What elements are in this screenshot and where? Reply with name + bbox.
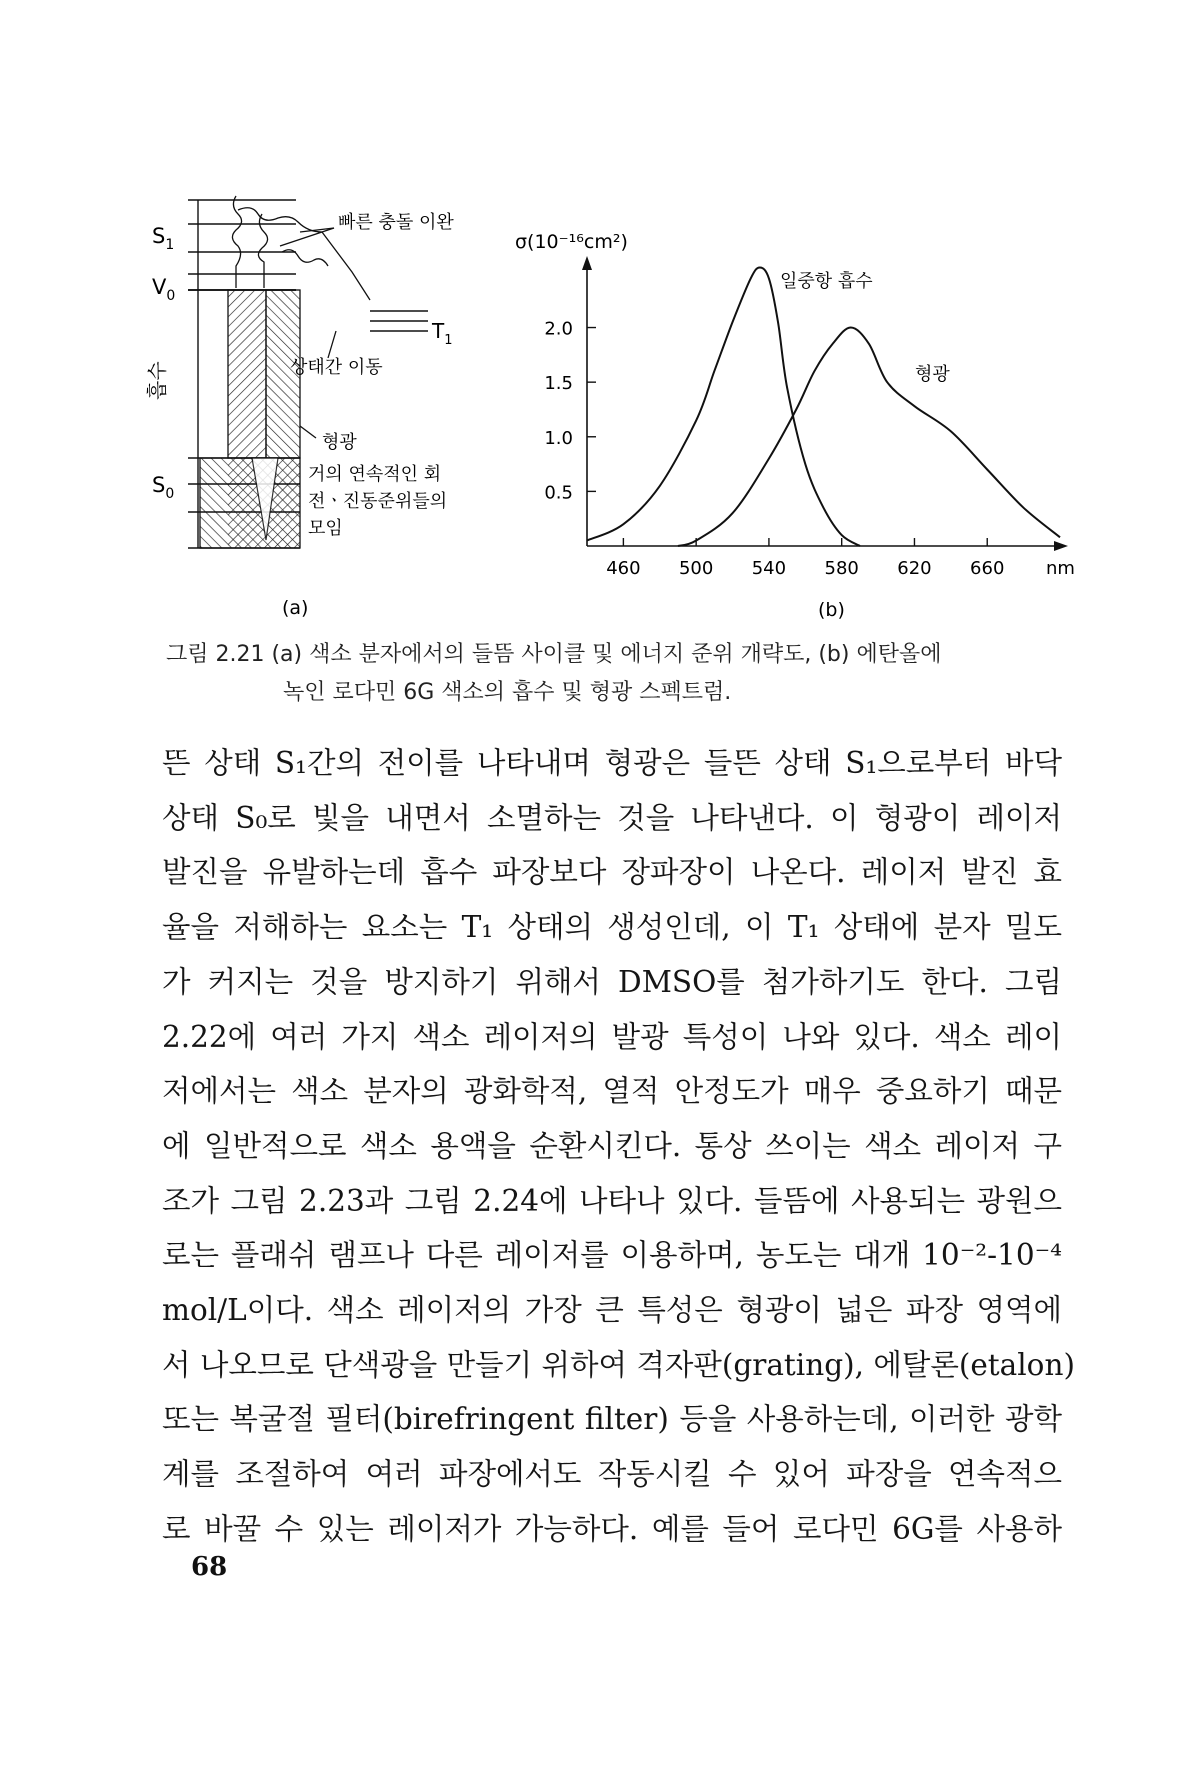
label-intersystem-crossing: 상태간 이동: [290, 357, 383, 378]
label-absorption: 흡수: [145, 361, 169, 400]
label-s1: $S_1$: [152, 224, 175, 253]
x-tick-label: 620: [897, 558, 932, 579]
y-tick-label: 2.0: [544, 318, 573, 340]
chart-series: [587, 268, 1060, 547]
label-fast-relaxation: 빠른 충돌 이완: [338, 212, 454, 233]
fluorescence-curve: [678, 328, 1060, 547]
label-quasi-continuum-1: 거의 연속적인 회: [308, 464, 442, 485]
label-quasi-continuum-3: 모임: [308, 518, 343, 539]
body-line: 로는 플래쉬 램프나 다른 레이저를 이용하며, 농도는 대개 10⁻²-10⁻⁴: [162, 1238, 1062, 1273]
body-line: 2.22에 여러 가지 색소 레이저의 발광 특성이 나와 있다. 색소 레이: [162, 1019, 1062, 1054]
body-line: 뜬 상태 S₁간의 전이를 나타내며 형광은 들뜬 상태 S₁으로부터 바닥: [162, 746, 1062, 780]
y-tick-label: 1.0: [544, 427, 573, 449]
body-line: 발진을 유발하는데 흡수 파장보다 장파장이 나온다. 레이저 발진 효: [162, 855, 1062, 890]
absorption-column: [228, 290, 266, 458]
label-v0: $V_0$: [152, 275, 176, 304]
body-line: 계를 조절하여 여러 파장에서도 작동시킬 수 있어 파장을 연속적으: [162, 1457, 1062, 1492]
body-line: 서 나오므로 단색광을 만들기 위하여 격자판(grating), 에탈론(etalon): [162, 1347, 1075, 1382]
y-axis-arrow: [582, 256, 592, 270]
y-tick-label: 1.5: [544, 373, 573, 395]
body-line: 가 커지는 것을 방지하기 위해서 DMSO를 첨가하기도 한다. 그림: [162, 964, 1062, 999]
series-label-fluorescence: 형광: [915, 364, 950, 385]
x-axis-unit: nm: [1046, 558, 1075, 579]
figure-2-21: [0, 0, 1193, 630]
s1-band: [188, 200, 296, 290]
body-line: 조가 그림 2.23과 그림 2.24에 나타나 있다. 들뜸에 사용되는 광원으: [162, 1183, 1062, 1218]
t1-levels: [370, 311, 428, 331]
x-tick-label: 580: [824, 558, 859, 579]
x-tick-label: 540: [751, 558, 787, 579]
series-label-absorption: 일중항 흡수: [780, 271, 873, 292]
label-fluorescence-a: 형광: [322, 432, 357, 453]
label-quasi-continuum-2: 전ㆍ진동준위들의: [308, 491, 448, 512]
body-line: 또는 복굴절 필터(birefringent filter) 등을 사용하는데, 이러한 광학: [162, 1402, 1062, 1437]
x-tick-label: 460: [606, 558, 641, 579]
page-number: 68: [191, 1552, 228, 1582]
body-line: 율을 저해하는 요소는 T₁ 상태의 생성인데, 이 T₁ 상태에 분자 밀도: [162, 910, 1062, 945]
body-line: 로 바꿀 수 있는 레이저가 가능하다. 예를 들어 로다민 6G를 사용하: [162, 1511, 1062, 1546]
x-axis-arrow: [1054, 541, 1068, 551]
absorption-curve: [587, 268, 860, 547]
body-line: mol/L이다. 색소 레이저의 가장 큰 특성은 형광이 넓은 파장 영역에: [162, 1293, 1062, 1328]
body-line: 에 일반적으로 색소 용액을 순환시킨다. 통상 쓰이는 색소 레이저 구: [162, 1128, 1062, 1163]
energy-level-diagram: [145, 196, 454, 619]
body-line: 저에서는 색소 분자의 광화학적, 열적 안정도가 매우 중요하기 때문: [162, 1074, 1062, 1109]
spectrum-chart: [515, 231, 1075, 621]
panel-label-b: (b): [818, 599, 845, 621]
panel-label-a: (a): [282, 597, 309, 619]
body-line: 상태 S₀로 빛을 내면서 소멸하는 것을 나타낸다. 이 형광이 레이저: [162, 800, 1062, 835]
y-tick-label: 0.5: [544, 482, 573, 504]
caption-line-1: 그림 2.21 (a) 색소 분자에서의 들뜸 사이클 및 에너지 준위 개략도, (b) 에탄올에: [166, 642, 942, 667]
x-tick-label: 660: [970, 558, 1005, 579]
body-text: [162, 736, 1075, 1557]
label-t1: $T_1$: [432, 319, 453, 348]
figure-caption: [166, 636, 1086, 712]
y-axis-label: σ(10⁻¹⁶cm²): [515, 231, 628, 253]
caption-line-2: 녹인 로다민 6G 색소의 흡수 및 형광 스펙트럼.: [283, 680, 732, 705]
label-s0: $S_0$: [152, 473, 175, 502]
x-tick-label: 500: [678, 558, 714, 579]
